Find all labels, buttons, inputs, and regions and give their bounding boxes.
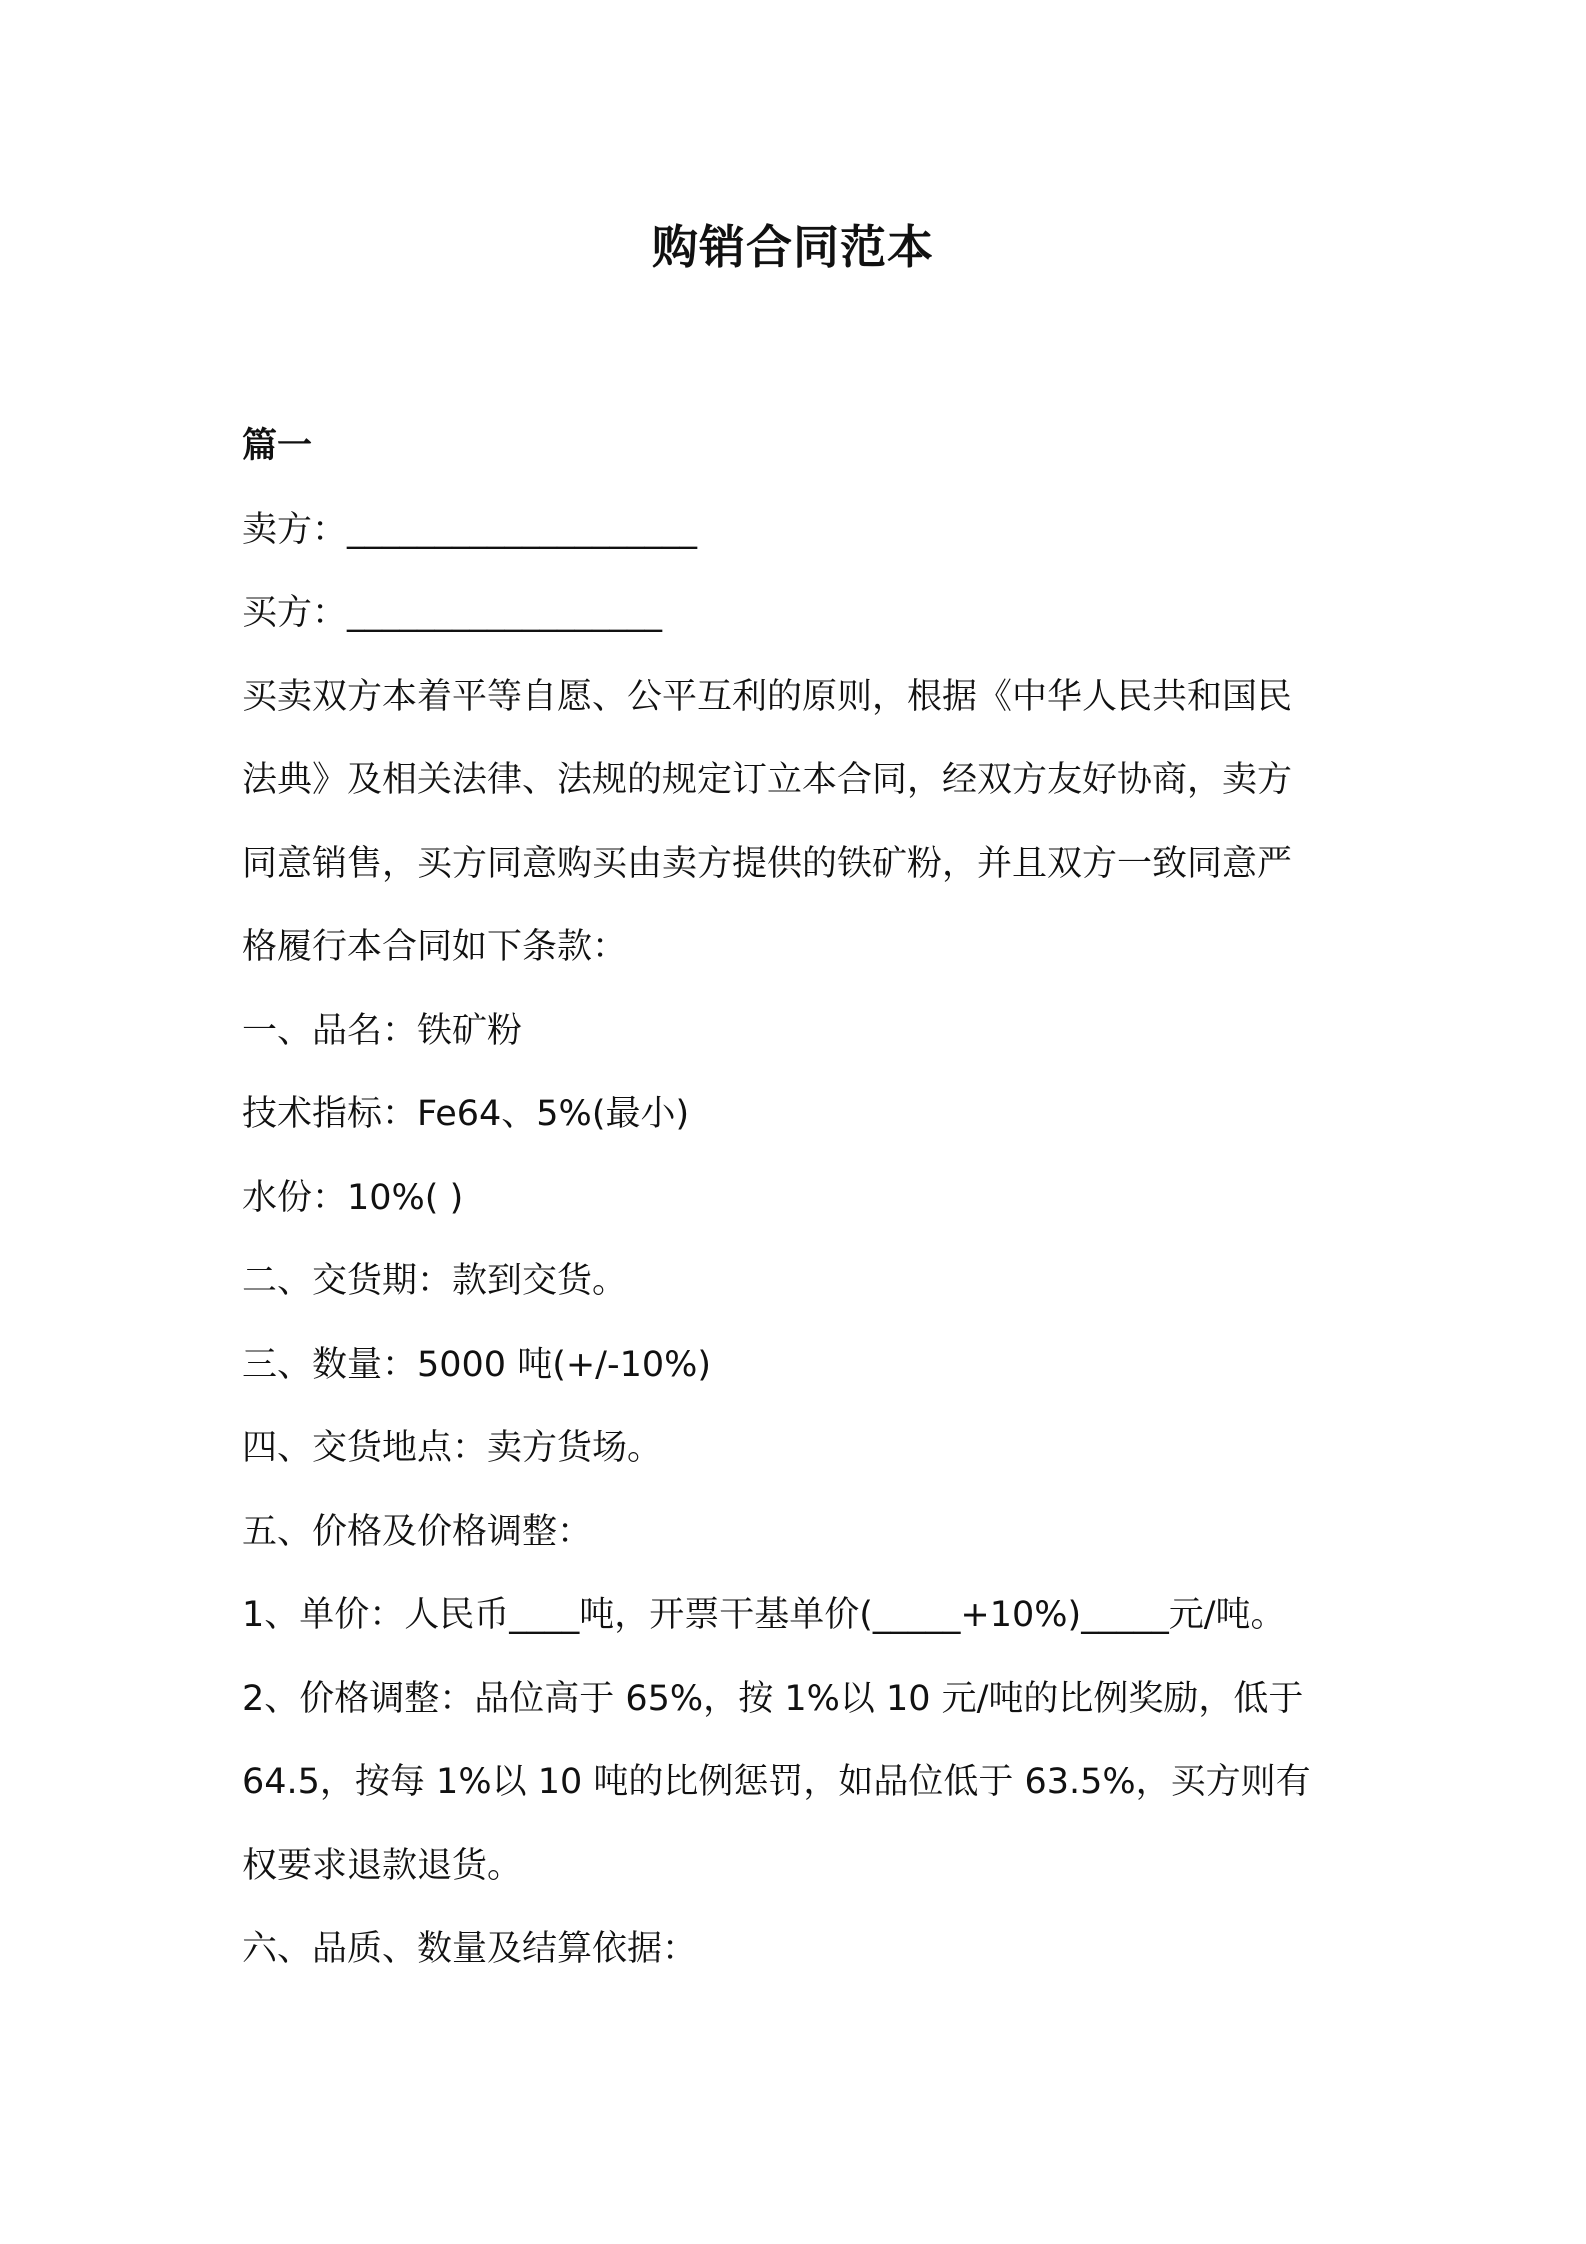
price-adjustment-line: 64.5，按每 1%以 10 吨的比例惩罚，如品位低于 63.5%，买方则有 [242, 1762, 1311, 1802]
buyer-field: 买方：__________________ [242, 593, 663, 633]
document-body [242, 405, 1352, 1992]
paragraph-line: 买卖双方本着平等自愿、公平互利的原则，根据《中华人民共和国民 [242, 676, 1293, 717]
moisture-specification: 水份：10%( ) [242, 1177, 464, 1218]
price-adjustment-line: 权要求退款退货。 [242, 1845, 523, 1886]
seller-field: 卖方：____________________ [242, 509, 698, 550]
section-label: 篇一 [242, 426, 313, 466]
paragraph-line: 格履行本合同如下条款： [242, 927, 628, 967]
clause-quantity: 三、数量：5000 吨(+/-10%) [242, 1344, 712, 1385]
paragraph-line: 同意销售，买方同意购买由卖方提供的铁矿粉，并且双方一致同意严 [242, 843, 1293, 884]
document-title: 购销合同范本 [652, 220, 934, 274]
paragraph-line: 法典》及相关法律、法规的规定订立本合同，经双方友好协商，卖方 [242, 760, 1293, 800]
clause-product-name: 一、品名：铁矿粉 [242, 1010, 523, 1051]
clause-price-adjustment: 五、价格及价格调整： [242, 1511, 593, 1552]
price-line-unit-price: 1、单价：人民币____吨，开票干基单价(_____+10%)_____元/吨。 [242, 1595, 1286, 1635]
technical-specification: 技术指标：Fe64、5%(最小) [242, 1094, 690, 1134]
clause-quality-settlement: 六、品质、数量及结算依据： [242, 1929, 698, 1969]
clause-delivery-period: 二、交货期：款到交货。 [242, 1261, 628, 1301]
price-adjustment-line: 2、价格调整：品位高于 65%，按 1%以 10 元/吨的比例奖励，低于 [242, 1678, 1304, 1719]
clause-delivery-location: 四、交货地点：卖方货场。 [242, 1428, 663, 1468]
